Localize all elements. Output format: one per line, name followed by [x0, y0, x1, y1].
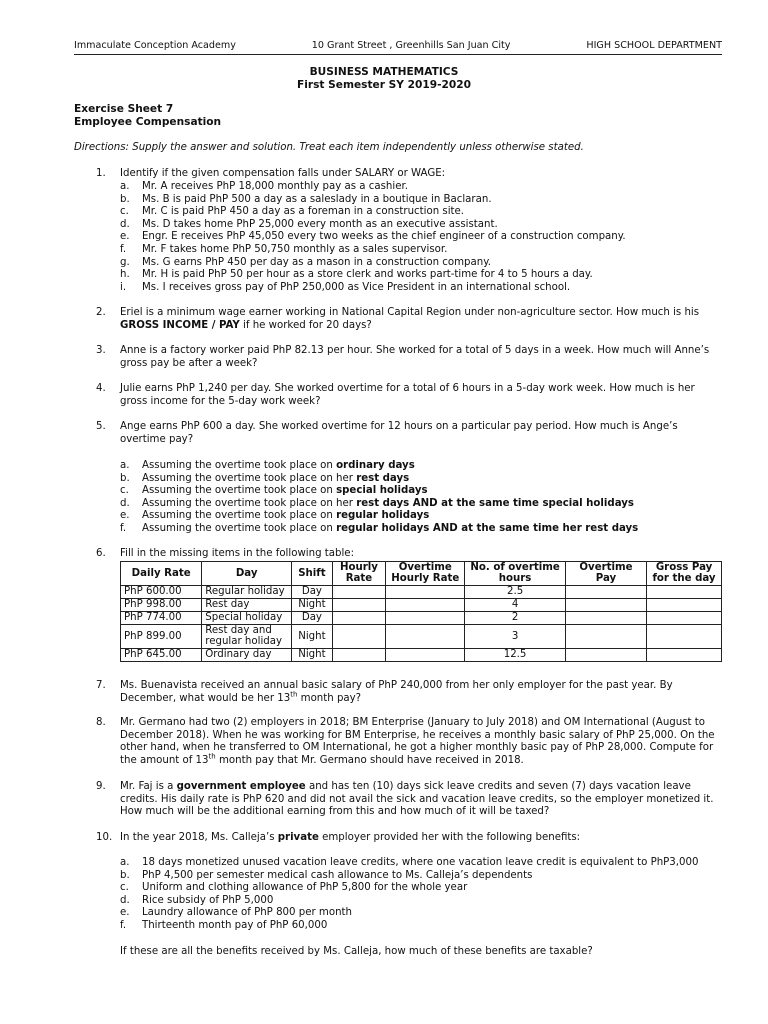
question-text: Identify if the given compensation falls under SALARY or WAGE: — [120, 168, 446, 179]
column-header: Shift — [292, 562, 333, 586]
question-text: In the year 2018, Ms. Calleja’s private employer provided her with the following benefits: — [120, 832, 581, 843]
question-2 — [96, 307, 722, 332]
table-cell: Day — [292, 611, 333, 624]
list-item: e. Engr. E receives PhP 45,050 every two weeks as the chief engineer of a construction company. — [120, 231, 626, 243]
table-cell — [565, 585, 646, 598]
table-cell — [647, 598, 722, 611]
school-address: 10 Grant Street , Greenhills San Juan City — [311, 40, 511, 51]
table-cell — [386, 585, 465, 598]
table-cell — [647, 624, 722, 648]
list-item: d. Rice subsidy of PhP 5,000 — [120, 894, 274, 906]
table-row — [121, 624, 722, 648]
list-item: f. Mr. F takes home PhP 50,750 monthly as a sales supervisor. — [120, 243, 448, 255]
table-cell — [647, 648, 722, 661]
table-cell: PhP 998.00 — [121, 598, 202, 611]
list-item: b. PhP 4,500 per semester medical cash allowance to Ms. Calleja’s dependents — [120, 869, 533, 881]
question-number: 7. — [96, 680, 106, 691]
table-cell — [386, 648, 465, 661]
question-10-items — [120, 857, 722, 933]
table-cell — [565, 624, 646, 648]
list-item: e. Assuming the overtime took place on regular holidays — [120, 510, 430, 522]
table-cell: Night — [292, 624, 333, 648]
table-cell: Rest day — [202, 598, 292, 611]
list-item: f. Thirteenth month pay of PhP 60,000 — [120, 919, 328, 931]
table-header-row — [121, 562, 722, 586]
school-name: Immaculate Conception Academy — [74, 40, 236, 51]
table-cell — [332, 598, 385, 611]
question-number: 1. — [96, 168, 106, 179]
question-7 — [96, 680, 722, 705]
compensation-table — [120, 561, 722, 662]
question-text: Ms. Buenavista received an annual basic salary of PhP 240,000 from her only employer for the past year. By December, what would be her 13th month pay? — [120, 680, 673, 704]
list-item: e. Laundry allowance of PhP 800 per month — [120, 907, 352, 919]
list-item: c. Uniform and clothing allowance of PhP 5,800 for the whole year — [120, 882, 468, 894]
table-cell: PhP 899.00 — [121, 624, 202, 648]
table-cell: PhP 600.00 — [121, 585, 202, 598]
question-text: Anne is a factory worker paid PhP 82.13 per hour. She worked for a total of 5 days in a week. How much will Anne’s gross pay be after a week? — [120, 345, 710, 369]
subject-title: BUSINESS MATHEMATICS — [309, 66, 459, 78]
list-item: b. Assuming the overtime took place on her rest days — [120, 472, 410, 484]
list-item: b. Ms. B is paid PhP 500 a day as a saleslady in a boutique in Baclaran. — [120, 193, 492, 205]
question-5-items — [120, 460, 722, 536]
question-1 — [96, 168, 722, 181]
question-number: 5. — [96, 421, 106, 432]
table-cell: Day — [292, 585, 333, 598]
document-title — [0, 66, 768, 91]
table-cell — [565, 611, 646, 624]
table-cell — [332, 611, 385, 624]
table-cell — [565, 598, 646, 611]
list-item: a. Mr. A receives PhP 18,000 monthly pay as a cashier. — [120, 181, 408, 192]
department: HIGH SCHOOL DEPARTMENT — [586, 40, 722, 51]
table-cell — [332, 585, 385, 598]
question-number: 10. — [96, 832, 113, 843]
list-item: c. Assuming the overtime took place on special holidays — [120, 485, 428, 497]
table-row — [121, 648, 722, 661]
table-cell: Night — [292, 598, 333, 611]
table-cell: 2 — [465, 611, 566, 624]
list-item: d. Assuming the overtime took place on her rest days AND at the same time special holidays — [120, 497, 634, 509]
table-row — [121, 598, 722, 611]
list-item: a. 18 days monetized unused vacation leave credits, where one vacation leave credit is equivalent to PhP3,000 — [120, 857, 699, 868]
table-cell: 3 — [465, 624, 566, 648]
list-item: c. Mr. C is paid PhP 450 a day as a foreman in a construction site. — [120, 206, 465, 218]
column-header: Day — [202, 562, 292, 586]
list-item: f. Assuming the overtime took place on regular holidays AND at the same time her rest days — [120, 522, 639, 534]
question-1-items — [120, 181, 722, 294]
list-item: d. Ms. D takes home PhP 25,000 every month as an executive assistant. — [120, 218, 498, 230]
question-number: 8. — [96, 717, 106, 728]
question-text: Ange earns PhP 600 a day. She worked overtime for 12 hours on a particular pay period. How much is Ange’s overtime pay? — [120, 421, 678, 445]
list-item: h. Mr. H is paid PhP 50 per hour as a store clerk and works part-time for 4 to 5 hours a day. — [120, 269, 593, 281]
table-cell: Special holiday — [202, 611, 292, 624]
table-cell: Rest day and regular holiday — [202, 624, 292, 648]
table-cell: Night — [292, 648, 333, 661]
table-cell — [386, 624, 465, 648]
question-text: Eriel is a minimum wage earner working in National Capital Region under non-agriculture sector. How much is his GROSS INCOME / PAY if he worked for 20 days? — [120, 307, 700, 331]
directions: Directions: Supply the answer and solution. Treat each item independently unless otherwise stated. — [74, 142, 584, 153]
column-header: No. of overtime hours — [465, 562, 566, 586]
page-header — [74, 40, 722, 55]
table-cell — [386, 598, 465, 611]
question-10-closing: If these are all the benefits received by Ms. Calleja, how much of these benefits are taxable? — [120, 946, 593, 957]
question-text: Mr. Germano had two (2) employers in 2018; BM Enterprise (January to July 2018) and OM International (August to December 2018). When he was working for BM Enterprise, he receives a monthly basic salary of PhP 25,000. On the other hand, when he transferred to OM International, he got a higher monthly basic pay of PhP 28,000. Compute for the amount of 13th month pay that Mr. Germano should have received in 2018. — [120, 717, 715, 766]
question-number: 9. — [96, 781, 106, 792]
table-cell: 12.5 — [465, 648, 566, 661]
table-cell — [565, 648, 646, 661]
table-cell — [332, 648, 385, 661]
question-number: 2. — [96, 307, 106, 318]
table-cell: PhP 645.00 — [121, 648, 202, 661]
table-cell: 2.5 — [465, 585, 566, 598]
question-10 — [96, 832, 722, 845]
table-cell: 4 — [465, 598, 566, 611]
question-6 — [96, 548, 722, 561]
question-9 — [96, 781, 722, 819]
semester-title: First Semester SY 2019-2020 — [296, 78, 471, 91]
list-item: g. Ms. G earns PhP 450 per day as a mason in a construction company. — [120, 256, 492, 268]
question-4 — [96, 383, 722, 408]
question-number: 3. — [96, 345, 106, 356]
list-item: a. Assuming the overtime took place on ordinary days — [120, 460, 415, 471]
table-cell — [386, 611, 465, 624]
table-cell: Ordinary day — [202, 648, 292, 661]
question-number: 4. — [96, 383, 106, 394]
column-header: Hourly Rate — [332, 562, 385, 586]
exercise-sheet-label: Exercise Sheet 7 — [74, 103, 174, 115]
list-item: i. Ms. I receives gross pay of PhP 250,000 as Vice President in an international school. — [120, 281, 571, 293]
exercise-topic: Employee Compensation — [74, 116, 222, 128]
question-number: 6. — [96, 548, 106, 559]
table-cell — [647, 611, 722, 624]
question-text: Fill in the missing items in the following table: — [120, 548, 355, 559]
column-header: Gross Pay for the day — [647, 562, 722, 586]
table-cell — [647, 585, 722, 598]
question-8 — [96, 717, 722, 767]
table-cell: PhP 774.00 — [121, 611, 202, 624]
question-5 — [96, 421, 722, 446]
column-header: Overtime Pay — [565, 562, 646, 586]
column-header: Daily Rate — [121, 562, 202, 586]
question-3 — [96, 345, 722, 370]
table-row — [121, 611, 722, 624]
column-header: Overtime Hourly Rate — [386, 562, 465, 586]
question-text: Julie earns PhP 1,240 per day. She worked overtime for a total of 6 hours in a 5-day work week. How much is her gross income for the 5-day work week? — [120, 383, 695, 407]
table-row — [121, 585, 722, 598]
question-text: Mr. Faj is a government employee and has ten (10) days sick leave credits and seven (7) days vacation leave credits. His daily rate is PhP 620 and did not avail the sick and vacation leave credits, so the employer monetized it. How much will be the additional earning from this and how much of it will be taxed? — [120, 781, 714, 818]
table-cell: Regular holiday — [202, 585, 292, 598]
table-cell — [332, 624, 385, 648]
